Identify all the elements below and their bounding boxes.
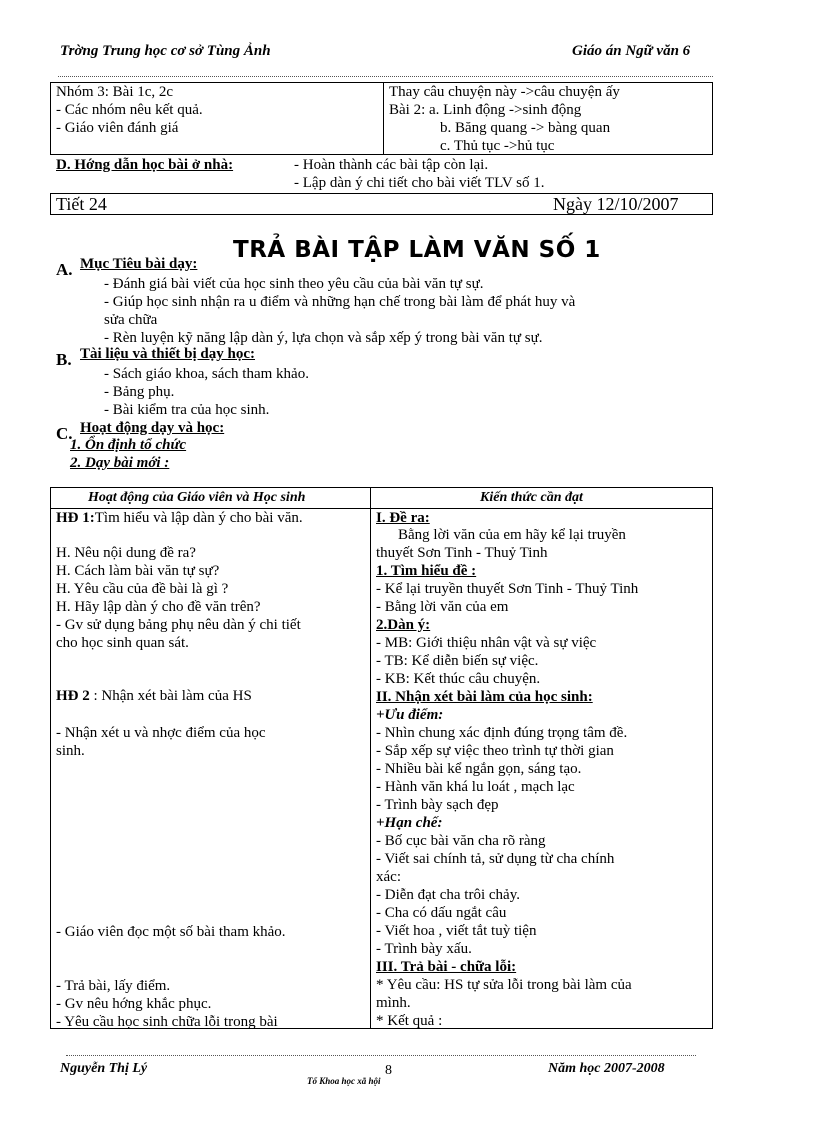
lesson-period: Tiết 24 [56,194,107,214]
top-right-line: c. Thủ tục ->hủ tục [440,138,555,154]
return-note-2: - Gv nêu hớng khắc phục. [56,996,212,1012]
knowledge-line: - Sắp xếp sự việc theo trình tự thời gian [376,743,614,759]
gv-note-1b: cho học sinh quan sát. [56,635,189,651]
question-4: H. Hãy lập dàn ý cho đề văn trên? [56,599,261,615]
weaknesses-label: +Hạn chế: [376,815,443,831]
question-3: H. Yêu cầu của đề bài là gì ? [56,581,229,597]
gv-note-2: - Giáo viên đọc một số bài tham khảo. [56,924,286,940]
section-b-item: - Sách giáo khoa, sách tham khảo. [104,366,309,382]
section-a-item: - Rèn luyện kỹ năng lập dàn ý, lựa chọn và sắp xếp ý trong bài văn tự sự. [104,330,543,346]
homework-label: D. Hớng dẫn học bài ở nhà: [56,157,234,173]
section-a-item: sửa chữa [104,312,158,328]
top-right-line: Thay câu chuyện này ->câu chuyện ấy [389,84,620,100]
footer-page-number: 8 [385,1063,392,1078]
top-box-divider [383,82,384,155]
section-a-item: - Đánh giá bài viết của học sinh theo yêu cầu của bài văn tự sự. [104,276,484,292]
knowledge-heading-3: III. Trả bài - chữa lỗi: [376,959,517,975]
section-c-letter: C. [56,424,73,443]
hd1-text: Tìm hiểu và lập dàn ý cho bài văn. [94,510,303,526]
knowledge-line: - Bố cục bài văn cha rõ ràng [376,833,546,849]
footer-author: Nguyễn Thị Lý [60,1061,148,1076]
top-left-line: - Các nhóm nêu kết quả. [56,102,203,118]
knowledge-line: mình. [376,995,411,1011]
section-c-heading: Hoạt động dạy và học: [80,420,225,436]
return-note-3: - Yêu cầu học sinh chữa lỗi trong bài [56,1014,278,1028]
subject-name: Giáo án Ngữ văn 6 [572,43,691,59]
gv-note-1: - Gv sử dụng bảng phụ nêu dàn ý chi tiết [56,617,301,633]
section-b-item: - Bài kiểm tra của học sinh. [104,402,270,418]
header-divider [58,76,713,77]
section-b-item: - Bảng phụ. [104,384,175,400]
knowledge-line: - Nhiều bài kể ngắn gọn, sáng tạo. [376,761,582,777]
hd1-row [56,510,303,527]
knowledge-line: - Hành văn khá lu loát , mạch lạc [376,779,575,795]
knowledge-line: * Kết quả : [376,1013,443,1029]
knowledge-heading-1: I. Đề ra: [376,510,430,526]
homework-line-1: - Hoàn thành các bài tập còn lại. [294,157,489,173]
school-name: Trờng Trung học cơ sở Tùng Ảnh [60,43,271,59]
footer-school-year: Năm học 2007-2008 [548,1061,665,1076]
knowledge-line: - KB: Kết thúc câu chuyện. [376,671,541,687]
knowledge-line: Bằng lời văn của em hãy kể lại truyền [398,527,626,543]
top-left-line: Nhóm 3: Bài 1c, 2c [56,84,174,100]
knowledge-line: - Viết sai chính tả, sử dụng từ cha chính [376,851,615,867]
table-header-col1: Hoạt động của Giáo viên và Học sinh [88,490,306,505]
knowledge-line: - Cha có dấu ngắt câu [376,905,507,921]
knowledge-line: - MB: Giới thiệu nhân vật và sự việc [376,635,597,651]
review-note: - Nhận xét u và nhợc điểm của học [56,725,266,741]
knowledge-subheading: 1. Tìm hiểu đề : [376,563,477,579]
knowledge-line: - Diễn đạt cha trôi chảy. [376,887,520,903]
knowledge-line: - TB: Kể diễn biến sự việc. [376,653,539,669]
knowledge-line: - Viết hoa , viết tắt tuỳ tiện [376,923,537,939]
knowledge-line: - Nhìn chung xác định đúng trọng tâm đề. [376,725,628,741]
lesson-date: Ngày 12/10/2007 [553,194,679,214]
knowledge-heading-2: II. Nhận xét bài làm của học sinh: [376,689,593,705]
hd2-label: HĐ 2 [56,688,90,704]
homework-line-2: - Lập dàn ý chi tiết cho bài viết TLV số 1. [294,175,545,191]
table-header-divider [50,508,713,509]
knowledge-line: * Yêu cầu: HS tự sửa lỗi trong bài làm của [376,977,632,993]
top-right-line: Bài 2: a. Linh động ->sinh động [389,102,582,118]
section-b-heading: Tài liệu và thiết bị dạy học: [80,346,256,362]
footer-divider [66,1055,696,1056]
section-b-letter: B. [56,350,72,369]
review-note-b: sinh. [56,743,85,759]
knowledge-line: - Kể lại truyền thuyết Sơn Tinh - Thuỷ Tinh [376,581,639,597]
knowledge-subheading: 2.Dàn ý: [376,617,431,633]
question-1: H. Nêu nội dung đề ra? [56,545,196,561]
question-2: H. Cách làm bài văn tự sự? [56,563,220,579]
section-a-letter: A. [56,260,73,279]
knowledge-line: xác: [376,869,401,885]
strengths-label: +Ưu điểm: [376,707,444,723]
top-left-line: - Giáo viên đánh giá [56,120,179,136]
table-column-divider [370,487,371,1029]
section-a-item: - Giúp học sinh nhận ra u điểm và những hạn chế trong bài làm để phát huy và [104,294,576,310]
knowledge-line: - Trình bày xấu. [376,941,472,957]
hd2-row [56,688,252,705]
knowledge-line: thuyết Sơn Tinh - Thuỷ Tinh [376,545,548,561]
footer-department: Tổ Khoa học xã hội [307,1076,381,1086]
section-c-sub1: 1. Ổn định tổ chức [70,437,187,453]
top-right-line: b. Băng quang -> bàng quan [440,120,611,136]
section-c-sub2: 2. Dạy bài mới : [70,455,170,471]
knowledge-line: - Bằng lời văn của em [376,599,509,615]
knowledge-line: - Trình bày sạch đẹp [376,797,499,813]
section-a-heading: Mục Tiêu bài dạy: [80,256,198,272]
return-note-1: - Trả bài, lấy điểm. [56,978,171,994]
lesson-title: TRẢ BÀI TẬP LÀM VĂN SỐ 1 [233,237,601,263]
hd2-text: : Nhận xét bài làm của HS [89,688,252,704]
table-header-col2: Kiến thức cần đạt [480,490,583,505]
hd1-label: HĐ 1: [56,510,95,526]
